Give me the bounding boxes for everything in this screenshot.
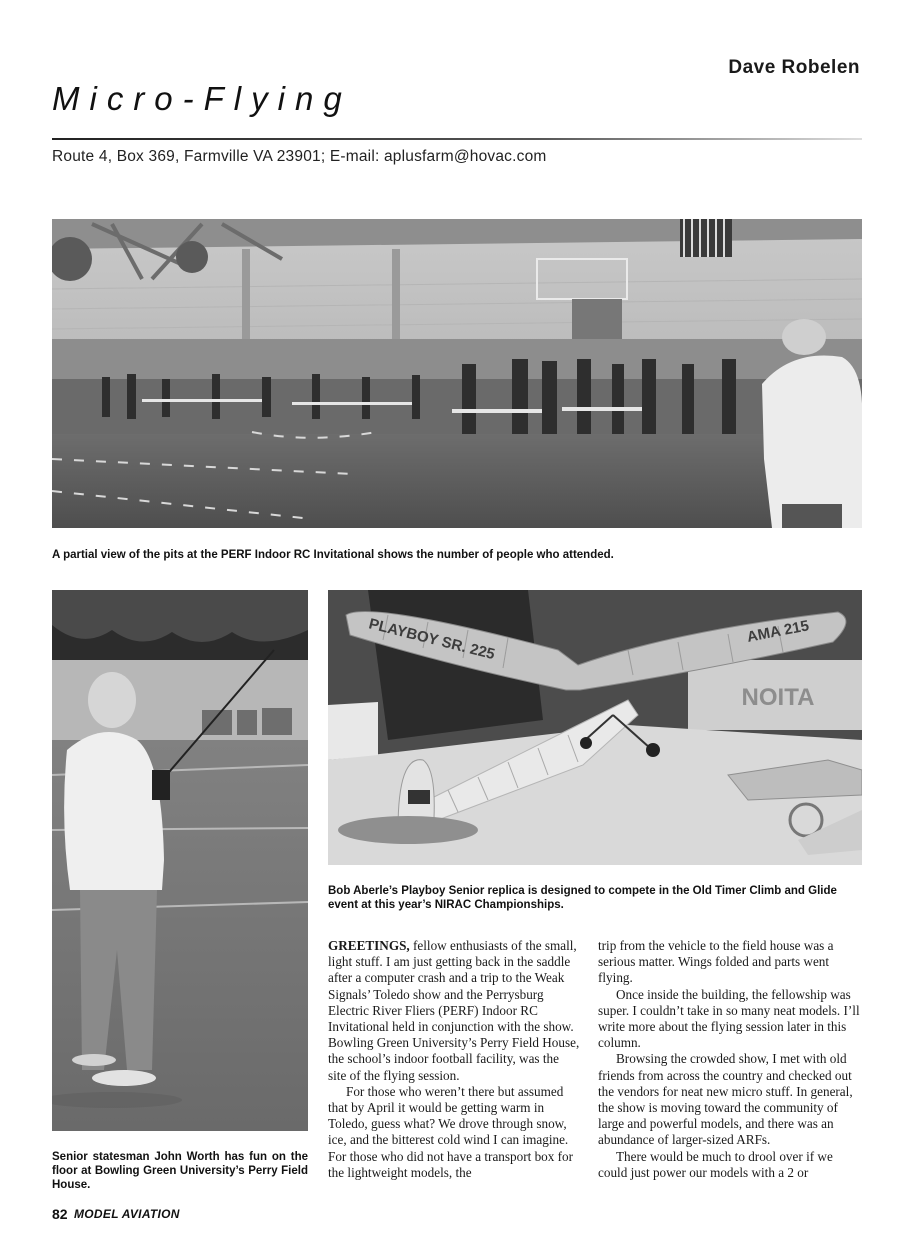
article-paragraph: Once inside the building, the fellowship was super. I couldn’t take in so many neat models. I’ll write more about the flying session later in this column. (598, 986, 860, 1051)
magazine-name: MODEL AVIATION (74, 1207, 180, 1221)
article-lead: GREETINGS, (328, 938, 410, 953)
article-paragraph: There would be much to drool over if we could just power our models with a 2 or (598, 1148, 833, 1180)
article-text: fellow enthusiasts of the small, light stuff. I am just getting back in the saddle after a computer crash and a trip to the Weak Signals’ Toledo show and the Perrysburg Electric River Fliers (PERF) Indoor RC Invitational held in conjunction with the show. Bowling Green University’s Perry Field House, the school’s indoor football facility, was the site of the flying session. (328, 938, 580, 1083)
article-paragraph: trip from the vehicle to the field house was a serious matter. Wings folded and parts went flying. (598, 938, 834, 986)
article-paragraph: Browsing the crowded show, I met with old friends from across the country and checked out the vendors for neat new micro stuff. In general, the show is moving toward the community of large and powerful models, and there was an abundance of larger-sized ARFs. (598, 1051, 853, 1148)
title-rule (52, 138, 862, 140)
caption-pits: A partial view of the pits at the PERF Indoor RC Invitational shows the number of people who attended. (52, 549, 614, 561)
photo-pits (52, 219, 862, 528)
author-name: Dave Robelen (728, 57, 860, 78)
author-address: Route 4, Box 369, Farmville VA 23901; E-mail: aplusfarm@hovac.com (52, 148, 547, 165)
article-column-2 (598, 938, 860, 1181)
caption-playboy: Bob Aberle’s Playboy Senior replica is designed to compete in the Old Timer Climb and Glide event at this year’s NIRAC Championships. (328, 885, 837, 911)
article-paragraph (328, 938, 580, 1084)
column-title: Micro-Flying (52, 80, 352, 117)
banner-text: NOITA (741, 684, 815, 711)
page-number: 82 (52, 1206, 68, 1222)
wing-text-right: AMA 215 (745, 617, 811, 646)
photo-playboy (328, 590, 862, 865)
article-column-1 (328, 938, 580, 1181)
caption-pilot: Senior statesman John Worth has fun on the floor at Bowling Green University’s Perry Field House. (52, 1151, 308, 1191)
article-paragraph: For those who weren’t there but assumed that by April it would be getting warm in Toledo, guess what? We drove through snow, ice, and the bitterest cold wind I can imagine. For those who did not have a transport box for the lightweight models, the (328, 1083, 574, 1180)
wing-text-left: PLAYBOY SR. 225 (367, 615, 497, 664)
photo-pilot (52, 590, 308, 1131)
